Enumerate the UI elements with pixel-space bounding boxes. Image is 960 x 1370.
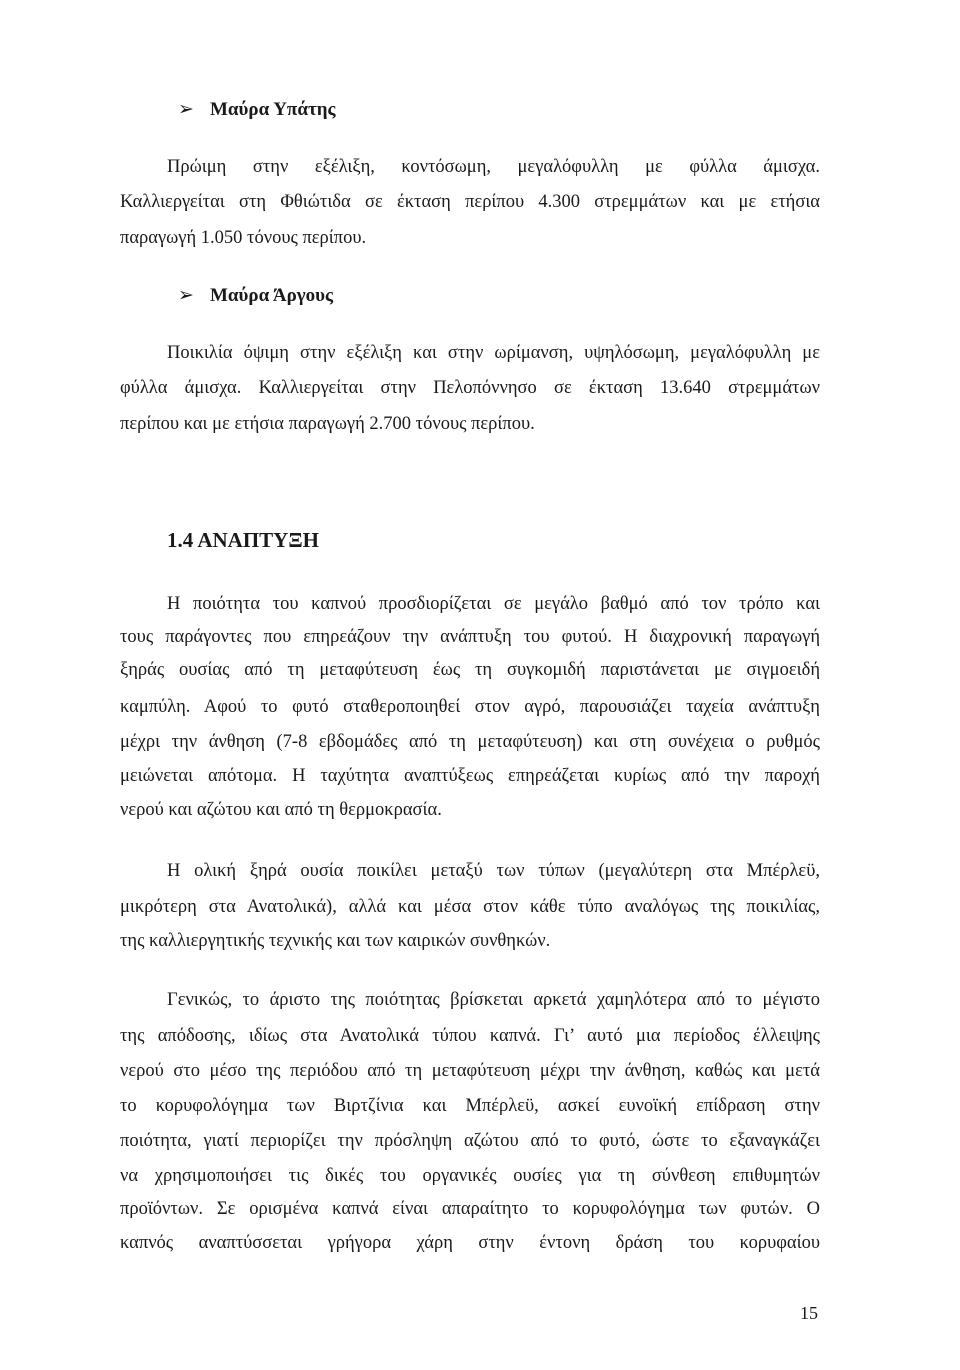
arrow-bullet-icon: ➢	[178, 99, 194, 120]
paragraph-line: μέχρι την άνθηση (7-8 εβδομάδες από τη μεταφύτευση) και στη συνέχεια ο ρυθμός	[120, 732, 820, 752]
page-number: 15	[800, 1303, 818, 1323]
variety-heading-ypatis	[178, 98, 336, 122]
paragraph-line: Ποικιλία όψιμη στην εξέλιξη και στην ωρίμανση, υψηλόσωμη, μεγαλόφυλλη με	[167, 343, 820, 363]
variety-heading-argos	[178, 284, 333, 308]
paragraph-line: μειώνεται απότομα. Η ταχύτητα αναπτύξεως επηρεάζεται κυρίως από την παροχή	[120, 766, 820, 786]
paragraph-line: προϊόντων. Σε ορισμένα καπνά είναι απαραίτητο το κορυφολόγημα των φυτών. Ο	[120, 1199, 820, 1219]
paragraph-line: περίπου και με ετήσια παραγωγή 2.700 τόνους περίπου.	[120, 414, 535, 434]
paragraph-line: νερού στο μέσο της περιόδου από τη μεταφύτευση μέχρι την άνθηση, καθώς και μετά	[120, 1061, 820, 1081]
paragraph-line: νερού και αζώτου και από τη θερμοκρασία.	[120, 800, 442, 820]
paragraph-line: Γενικώς, το άριστο της ποιότητας βρίσκεται αρκετά χαμηλότερα από το μέγιστο	[167, 990, 820, 1010]
paragraph-line: Η ολική ξηρά ουσία ποικίλει μεταξύ των τύπων (μεγαλύτερη στα Μπέρλεϋ,	[167, 861, 820, 881]
paragraph-line: καπνός αναπτύσσεται γρήγορα χάρη στην έντονη δράση του κορυφαίου	[120, 1233, 820, 1253]
paragraph-line: ποιότητα, γιατί περιορίζει την πρόσληψη αζώτου από το φυτό, ώστε το εξαναγκάζει	[120, 1131, 820, 1151]
paragraph-line: της καλλιεργητικής τεχνικής και των καιρικών συνθηκών.	[120, 931, 551, 951]
variety-heading-text: Μαύρα Άργους	[210, 285, 334, 306]
paragraph-line: παραγωγή 1.050 τόνους περίπου.	[120, 228, 367, 248]
arrow-bullet-icon: ➢	[178, 285, 194, 306]
variety-heading-text: Μαύρα Υπάτης	[210, 99, 336, 120]
paragraph-line: να χρησιμοποιήσει τις δικές του οργανικές ουσίες για τη σύνθεση επιθυμητών	[120, 1166, 820, 1186]
paragraph-line: Πρώιμη στην εξέλιξη, κοντόσωμη, μεγαλόφυλλη με φύλλα άμισχα.	[167, 157, 820, 177]
paragraph-line: φύλλα άμισχα. Καλλιεργείται στην Πελοπόννησο σε έκταση 13.640 στρεμμάτων	[120, 378, 820, 398]
paragraph-line: μικρότερη στα Ανατολικά), αλλά και μέσα στον κάθε τύπο αναλόγως της ποικιλίας,	[120, 897, 820, 917]
paragraph-line: ξηράς ουσίας από τη μεταφύτευση έως τη συγκομιδή παριστάνεται με σιγμοειδή	[120, 660, 820, 680]
paragraph-line: Καλλιεργείται στη Φθιώτιδα σε έκταση περίπου 4.300 στρεμμάτων και με ετήσια	[120, 192, 820, 212]
paragraph-line: Η ποιότητα του καπνού προσδιορίζεται σε μεγάλο βαθμό από τον τρόπο και	[167, 594, 820, 614]
paragraph-line: τους παράγοντες που επηρεάζουν την ανάπτυξη του φυτού. Η διαχρονική παραγωγή	[120, 627, 820, 647]
paragraph-line: καμπύλη. Αφού το φυτό σταθεροποιηθεί στον αγρό, παρουσιάζει ταχεία ανάπτυξη	[120, 697, 820, 717]
section-heading: 1.4 ΑΝΑΠΤΥΞΗ	[167, 528, 319, 552]
paragraph-line: της απόδοσης, ιδίως στα Ανατολικά τύπου καπνά. Γι’ αυτό μια περίοδος έλλειψης	[120, 1026, 820, 1046]
paragraph-line: το κορυφολόγημα των Βιρτζίνια και Μπέρλεϋ, ασκεί ευνοϊκή επίδραση στην	[120, 1096, 820, 1116]
